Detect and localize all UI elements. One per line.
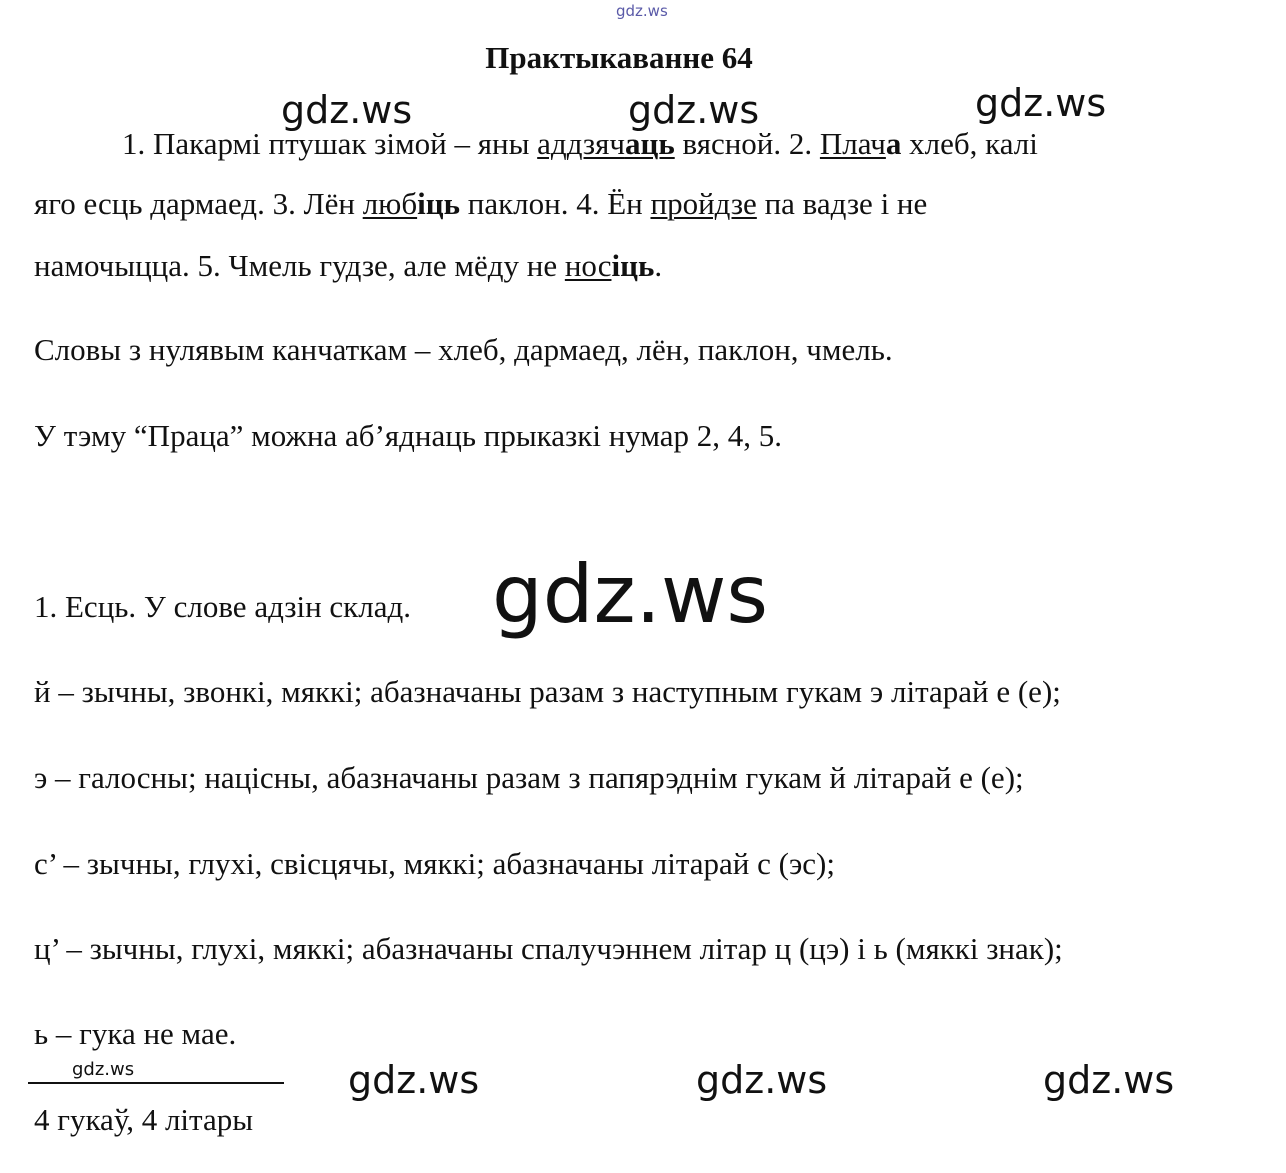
- analysis-ts: ц’ – зычны, глухі, мяккі; абазначаны спалучэннем літар ц (цэ) і ь (мяккі знак);: [34, 931, 1063, 966]
- text: паклон. 4. Ён: [459, 186, 651, 221]
- text: яго есць дармаед. 3. Лён: [34, 186, 363, 221]
- text: .: [654, 248, 663, 283]
- page-title: Практыкаванне 64: [485, 40, 753, 75]
- stem: аддзяч: [537, 126, 625, 161]
- ending: аць: [624, 126, 675, 161]
- text: па вадзе і не: [756, 186, 928, 221]
- ending: а: [885, 126, 902, 161]
- ending: іць: [611, 248, 655, 283]
- analysis-soft-sign: ь – гука не мае.: [34, 1016, 237, 1051]
- watermark-center: gdz.ws: [492, 548, 769, 641]
- text: хлеб, калі: [901, 126, 1038, 161]
- divider: [28, 1082, 284, 1084]
- stem: Плач: [819, 126, 886, 161]
- analysis-e: э – галосны; націсны, абазначаны разам з папярэднім гукам й літарай е (е);: [34, 760, 1024, 795]
- analysis-s: с’ – зычны, глухі, свісцячы, мяккі; абазначаны літарай с (эс);: [34, 846, 835, 881]
- text: 1. Пакармі птушак зімой – яны: [122, 126, 538, 161]
- ending: іць: [417, 186, 460, 221]
- analysis-summary: 4 гукаў, 4 літары: [34, 1102, 254, 1137]
- text: вясной. 2.: [674, 126, 820, 161]
- watermark-footer-center: gdz.ws: [696, 1058, 828, 1102]
- proverbs-line-2: [34, 186, 927, 222]
- analysis-intro: 1. Есць. У слове адзін склад.: [34, 589, 411, 624]
- watermark-header-left: gdz.ws: [281, 88, 413, 132]
- watermark-header-center: gdz.ws: [628, 88, 760, 132]
- zero-endings-line: Словы з нулявым канчаткам – хлеб, дармаед, лён, паклон, чмель.: [34, 332, 893, 367]
- analysis-j: й – зычны, звонкі, мяккі; абазначаны разам з наступным гукам э літарай е (е);: [34, 674, 1061, 709]
- watermark-header-right: gdz.ws: [975, 81, 1107, 125]
- stem: пройдзе: [650, 186, 757, 221]
- theme-line: У тэму “Праца” можна аб’яднаць прыказкі нумар 2, 4, 5.: [34, 418, 783, 453]
- stem: люб: [362, 186, 418, 221]
- proverbs-line-3: [34, 248, 662, 284]
- watermark-footer-right: gdz.ws: [1043, 1058, 1175, 1102]
- watermark-footer-left: gdz.ws: [348, 1058, 480, 1102]
- underlined-stem: [820, 126, 886, 161]
- text: намочыцца. 5. Чмель гудзе, але мёду не: [34, 248, 565, 283]
- watermark-footer-small: gdz.ws: [72, 1059, 135, 1080]
- proverbs-line-1: [122, 126, 1038, 162]
- watermark-top: gdz.ws: [616, 2, 668, 20]
- underlined-stem: [537, 126, 675, 161]
- stem: нос: [564, 248, 612, 283]
